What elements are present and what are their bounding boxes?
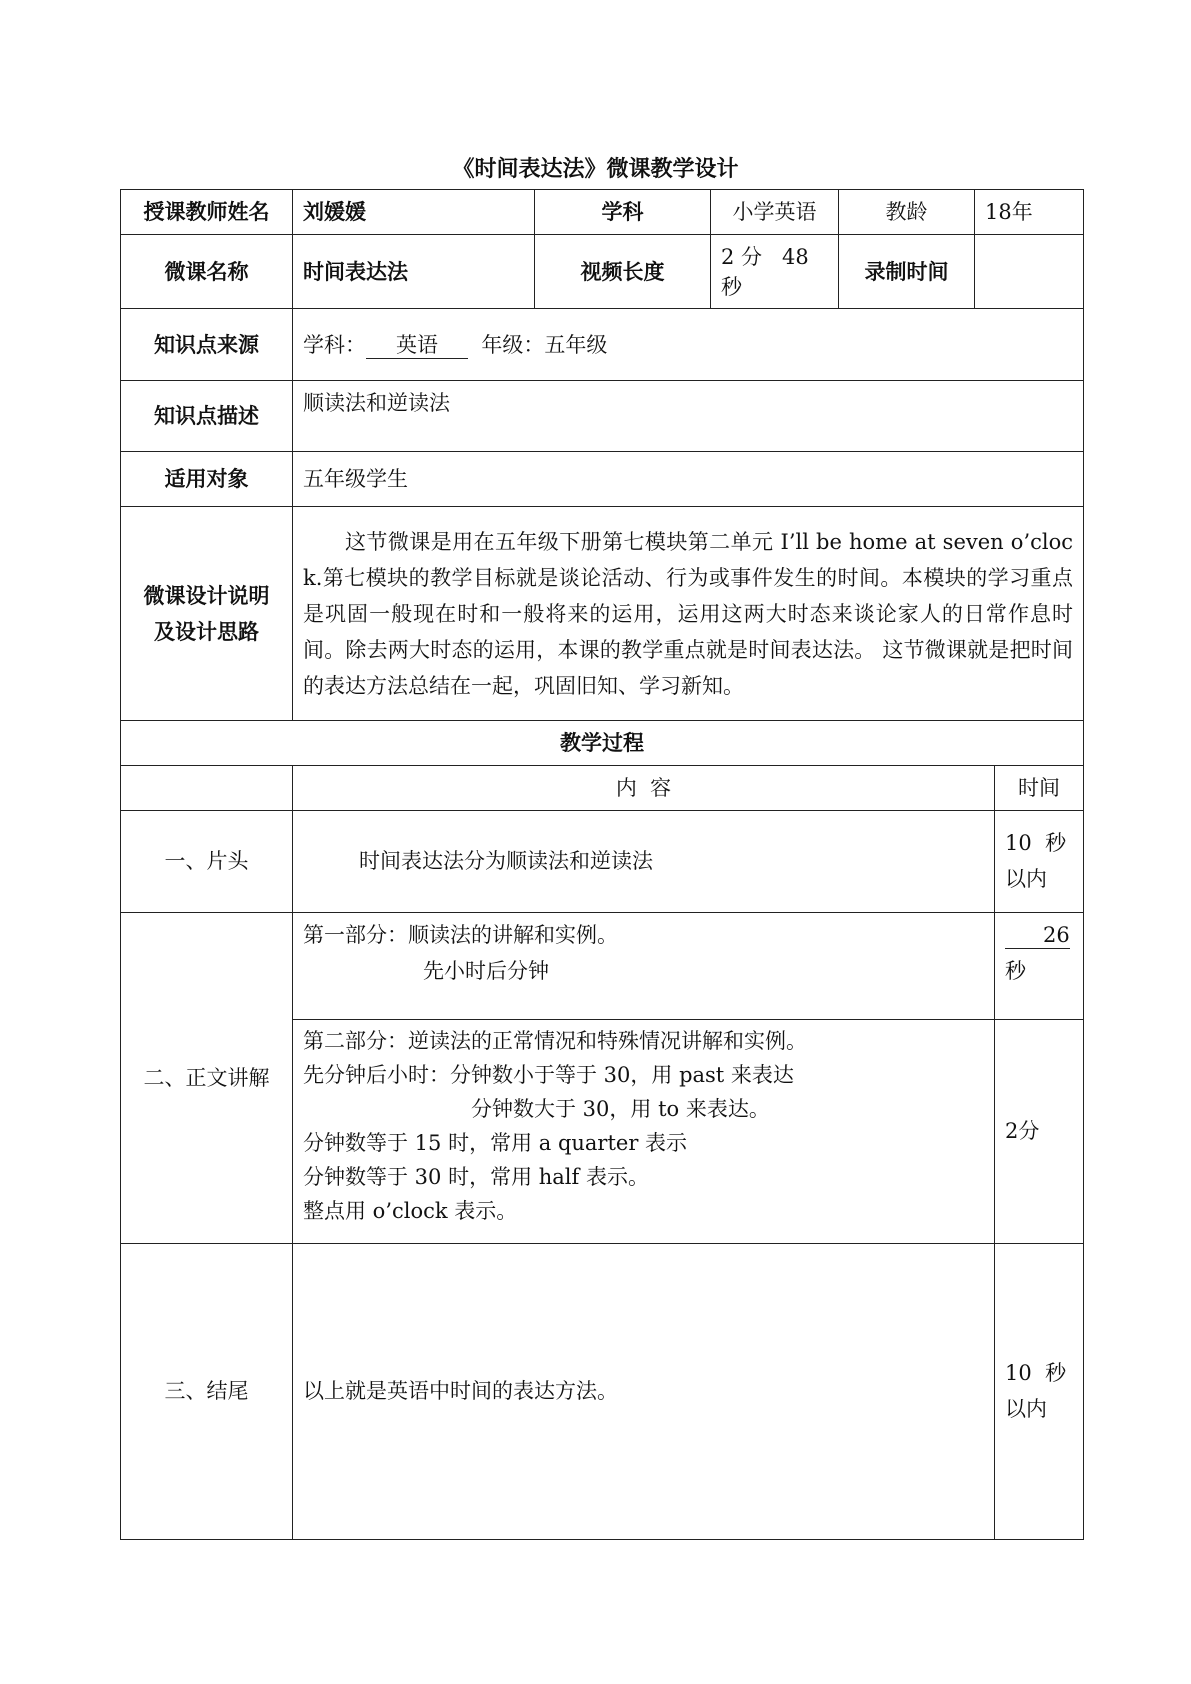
- source-grade: 五年级: [544, 332, 608, 357]
- main-part2-content: [293, 1019, 995, 1243]
- design-table: [120, 189, 1083, 1540]
- audience-label: 适用对象: [121, 452, 293, 507]
- end-content: 以上就是英语中时间的表达方法。: [293, 1243, 995, 1539]
- source-subject-prefix: 学科：: [303, 332, 366, 357]
- subject-value: 小学英语: [711, 190, 839, 235]
- process-heading-row: [121, 720, 1084, 765]
- audience-value: 五年级学生: [293, 452, 1084, 507]
- course-label: 微课名称: [121, 235, 293, 309]
- intro-time-line1: 10 秒: [1005, 831, 1067, 855]
- main-part2-line1: 第二部分：逆读法的正常情况和特殊情况讲解和实例。: [303, 1028, 807, 1053]
- main-part1-time-line1: 26: [1005, 922, 1070, 949]
- main-part2-time: 2分: [995, 1019, 1084, 1243]
- course-value: 时间表达法: [293, 235, 535, 309]
- knowledge-value: 顺读法和逆读法: [293, 381, 1084, 452]
- time-header: 时间: [995, 765, 1084, 810]
- main-part1-line1: 第一部分：顺读法的讲解和实例。: [303, 922, 618, 947]
- knowledge-label: 知识点描述: [121, 381, 293, 452]
- main-part2-line5: 分钟数等于 30 时，常用 half 表示。: [303, 1164, 649, 1189]
- main-part2-line6: 整点用 o’clock 表示。: [303, 1198, 518, 1223]
- teacher-value: 刘媛媛: [293, 190, 535, 235]
- source-subject: 英语: [366, 332, 468, 359]
- main-part2-line3: 分钟数大于 30，用 to 来表达。: [471, 1096, 770, 1121]
- design-row: [121, 507, 1084, 721]
- process-row-intro: [121, 810, 1084, 912]
- record-time-label: 录制时间: [839, 235, 975, 309]
- video-length-label: 视频长度: [535, 235, 711, 309]
- knowledge-row: [121, 381, 1084, 452]
- main-part2-line2: 先分钟后小时：分钟数小于等于 30，用 past 来表达: [303, 1062, 794, 1087]
- content-header: 内 容: [293, 765, 995, 810]
- stage-end: 三、结尾: [121, 1243, 293, 1539]
- video-length-line2: 秒: [721, 274, 742, 299]
- process-header-empty: [121, 765, 293, 810]
- audience-row: [121, 452, 1084, 507]
- subject-label: 学科: [535, 190, 711, 235]
- design-label: [121, 507, 293, 721]
- intro-time-line2: 以内: [1005, 867, 1047, 891]
- main-part1-line2: 先小时后分钟: [423, 958, 549, 983]
- age-label: 教龄: [839, 190, 975, 235]
- video-length-line1: 2 分 48: [721, 244, 809, 269]
- process-row-end: [121, 1243, 1084, 1539]
- process-header-row: [121, 765, 1084, 810]
- info-row-1: [121, 190, 1084, 235]
- video-length-value: [711, 235, 839, 309]
- end-time-line1: 10 秒: [1005, 1361, 1067, 1385]
- record-time-value: [975, 235, 1084, 309]
- main-part1-time: [995, 912, 1084, 1019]
- source-label: 知识点来源: [121, 309, 293, 381]
- design-text: 这节微课是用在五年级下册第七模块第二单元 I’ll be home at seven o’clock.第七模块的教学目标就是谈论活动、行为或事件发生的时间。本模块的学习重点是巩固一般现在时和一般将来的运用，运用这两大时态来谈论家人的日常作息时间。除去两大时态的运用，本课的教学重点就是时间表达法。 这节微课就是把时间的表达方法总结在一起，巩固旧知、学习新知。: [293, 507, 1084, 721]
- source-grade-prefix: 年级：: [481, 332, 545, 357]
- design-label-line2: 及设计思路: [154, 619, 259, 644]
- source-value: [293, 309, 1084, 381]
- end-time-line2: 以内: [1005, 1397, 1047, 1421]
- intro-time: [995, 810, 1084, 912]
- source-row: [121, 309, 1084, 381]
- stage-intro: 一、片头: [121, 810, 293, 912]
- info-row-2: [121, 235, 1084, 309]
- main-part1-time-line2: 秒: [1005, 958, 1026, 983]
- design-label-line1: 微课设计说明: [143, 583, 270, 608]
- process-row-main-part1: [121, 912, 1084, 1019]
- document-title: 《时间表达法》微课教学设计: [452, 157, 739, 182]
- end-time: [995, 1243, 1084, 1539]
- process-heading: 教学过程: [121, 720, 1084, 765]
- teacher-label: 授课教师姓名: [121, 190, 293, 235]
- main-part2-line4: 分钟数等于 15 时，常用 a quarter 表示: [303, 1130, 688, 1155]
- stage-main: 二、正文讲解: [121, 912, 293, 1243]
- main-part1-content: [293, 912, 995, 1019]
- intro-content: 时间表达法分为顺读法和逆读法: [293, 810, 995, 912]
- age-value: 18年: [975, 190, 1084, 235]
